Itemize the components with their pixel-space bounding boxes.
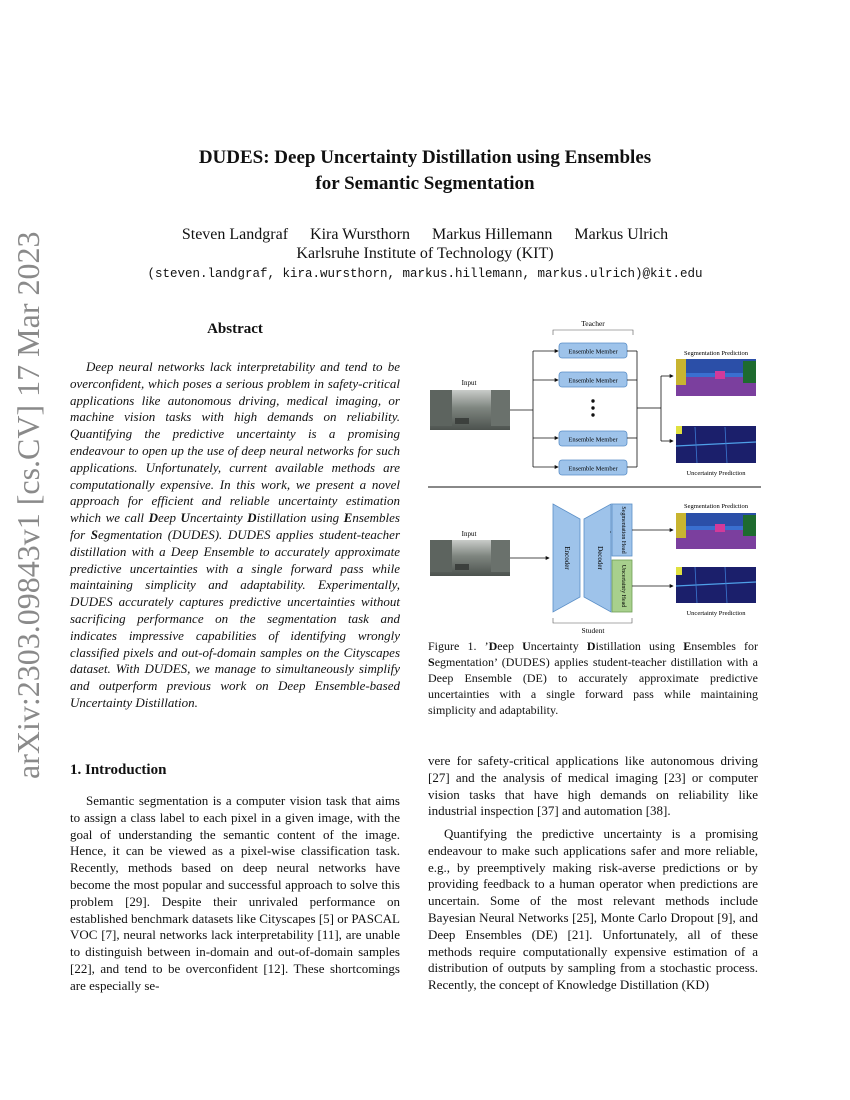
acronym-rest: ncertainty: [530, 639, 587, 653]
author-name: Steven Landgraf: [181, 226, 289, 243]
acronym-rest: istillation using: [595, 639, 684, 653]
acronym-letter: D: [148, 510, 158, 526]
abstract-text-b: DUDES applies student-teacher distillation with a Deep Ensemble to accurately approximate predictive uncertainties with a single forward pass while maintaining simplicity and adaptability. Experimentally, DUDES accurately captures predictive uncertainties without sacrificing performance on the segmentation task and indicates impressive capabilities of identifying wrongly classified pixels and out-of-domain samples on the Cityscapes dataset. With DUDES, we manage to simultaneously simplify and outperform previous work on Deep Ensemble-based Uncertainty Distillation.: [70, 526, 401, 710]
uncertainty-map-bottom: [676, 567, 756, 603]
abstract-body: [70, 359, 400, 712]
segmentation-map-top: [676, 359, 756, 396]
author-list: [0, 226, 850, 244]
ensemble-member-box: [559, 460, 627, 475]
title-line-2: for Semantic Segmentation: [315, 173, 535, 194]
seg-head-label: Segmentation Head: [620, 506, 626, 554]
acronym-rest: ncertainty: [189, 510, 248, 526]
abstract-text-a: Deep neural networks lack interpretability and tend to be overconfident, which poses a serious problem in safety-critical applications like autonomous driving, medical imaging, or machine vision tasks with high demands on reliability. Quantifying the predictive uncertainty is a promising endeavour to open up the use of deep neural networks for such applications. Unfortunately, current available methods are computationally expensive. In this work, we present a novel approach for efficient and reliable uncertainty estimation which we call: [70, 359, 400, 526]
acronym-rest: istillation using: [256, 510, 344, 526]
figure-1-diagram: [425, 315, 765, 635]
title-line-1: DUDES: Deep Uncertainty Distillation using Ensembles: [198, 147, 652, 168]
author-name: Kira Wursthorn: [310, 226, 410, 243]
acronym-letter: U: [522, 639, 531, 653]
ensemble-member-label: Ensemble Member: [568, 348, 618, 356]
unc-pred-label-top: Uncertainty Prediction: [686, 470, 746, 477]
acronym-rest: egmentation’: [434, 655, 498, 669]
arxiv-side-stamp: arXiv:2303.09843v1 [cs.CV] 17 Mar 2023: [10, 231, 46, 779]
ensemble-member-box: [559, 431, 627, 446]
acronym-letter: E: [343, 510, 353, 526]
decoder-label: Decoder: [596, 546, 604, 570]
intro-paragraph-1-continued: vere for safety-critical applications like autonomous driving [27] and the analysis of medical imaging [23] or computer vision tasks that have high demands on reliability like industrial inspection [37] and automation [38].: [428, 753, 758, 819]
section-heading-introduction: 1. Introduction: [70, 762, 167, 778]
uncertainty-head-box: [612, 560, 632, 612]
acronym-letter: S: [428, 655, 435, 669]
caption-prefix: Figure 1. ’: [428, 639, 489, 653]
unc-head-label: Uncertainty Head: [620, 564, 626, 608]
input-label: Input: [461, 379, 477, 387]
author-emails: (steven.landgraf, kira.wursthorn, markus.hillemann, markus.ulrich)@kit.edu: [147, 267, 703, 281]
intro-paragraph-2: Quantifying the predictive uncertainty is a promising endeavour to make such applications safer and more reliable, e.g., by preemptively making risk-averse predictions or by providing feedback to a human operator when predictions are uncertain. Some of the most relevant methods include Bayesian Neural Networks [25], Monte Carlo Dropout [9], and Deep Ensembles (DE) [21]. Unfortunately, all of these methods require computationally expensive estimation of a distribution of outputs by sampling from a stochastic process. Recently, the concept of Knowledge Distillation (KD): [428, 826, 758, 993]
uncertainty-map-top: [676, 426, 756, 463]
input-label-student: Input: [461, 530, 477, 538]
affiliation: Karlsruhe Institute of Technology (KIT): [296, 245, 554, 262]
ensemble-member-label: Ensemble Member: [568, 465, 618, 473]
ensemble-member-label: Ensemble Member: [568, 377, 618, 385]
paper-title: [0, 145, 850, 197]
acronym-rest: nsembles for: [691, 639, 758, 653]
encoder-block: [553, 504, 580, 612]
ensemble-member-box: [559, 372, 627, 387]
input-street-image: [430, 390, 510, 430]
encoder-label: Encoder: [563, 546, 571, 570]
ensemble-member-label: Ensemble Member: [568, 436, 618, 444]
acronym-letter: E: [683, 639, 692, 653]
decoder-block: [584, 504, 611, 612]
segmentation-head-box: [612, 504, 632, 556]
acronym-rest: eep: [157, 510, 181, 526]
ensemble-member-box: [559, 343, 627, 358]
acronym-letter: D: [247, 510, 257, 526]
abstract-heading: Abstract: [207, 321, 263, 337]
author-name: Markus Hillemann: [431, 226, 553, 243]
acronym-rest: nsembles for: [70, 510, 400, 542]
acronym-letter: D: [586, 639, 596, 653]
acronym-letter: U: [180, 510, 190, 526]
input-street-image-student: [430, 540, 510, 576]
acronym-letter: D: [488, 639, 498, 653]
seg-pred-label-bottom: Segmentation Prediction: [683, 503, 749, 510]
teacher-label: Teacher: [581, 319, 605, 328]
acronym-rest: egmentation (DUDES).: [97, 526, 223, 542]
figure-1-caption: [428, 638, 758, 718]
acronym-rest: eep: [497, 639, 523, 653]
student-label: Student: [581, 626, 605, 635]
unc-pred-label-bottom: Uncertainty Prediction: [686, 610, 746, 617]
seg-pred-label-top: Segmentation Prediction: [683, 350, 749, 357]
acronym-letter: S: [90, 526, 98, 542]
intro-paragraph-1: Semantic segmentation is a computer vision task that aims to assign a class label to each pixel in a given image, with the goal of understanding the semantic content of the image. Hence, it can be viewed as a pixel-wise classification task. Recently, methods based on deep neural networks have become the most popular and successful approach to solve this problem [29]. Despite their unrivaled performance on established benchmark datasets like Cityscapes [5] or PASCAL VOC [7], neural networks lack interpretability [11], are unable to distinguish between in-domain and out-of-domain samples [22], and tend to be overconfident [12]. These shortcomings are especially se-: [70, 793, 400, 993]
segmentation-map-bottom: [676, 513, 756, 549]
caption-rest: (DUDES) applies student-teacher distillation with a Deep Ensemble (DE) to accurately approximate predictive uncertainties with a single forward pass while maintaining simplicity and adaptability.: [428, 655, 758, 717]
author-name: Markus Ulrich: [574, 226, 669, 243]
